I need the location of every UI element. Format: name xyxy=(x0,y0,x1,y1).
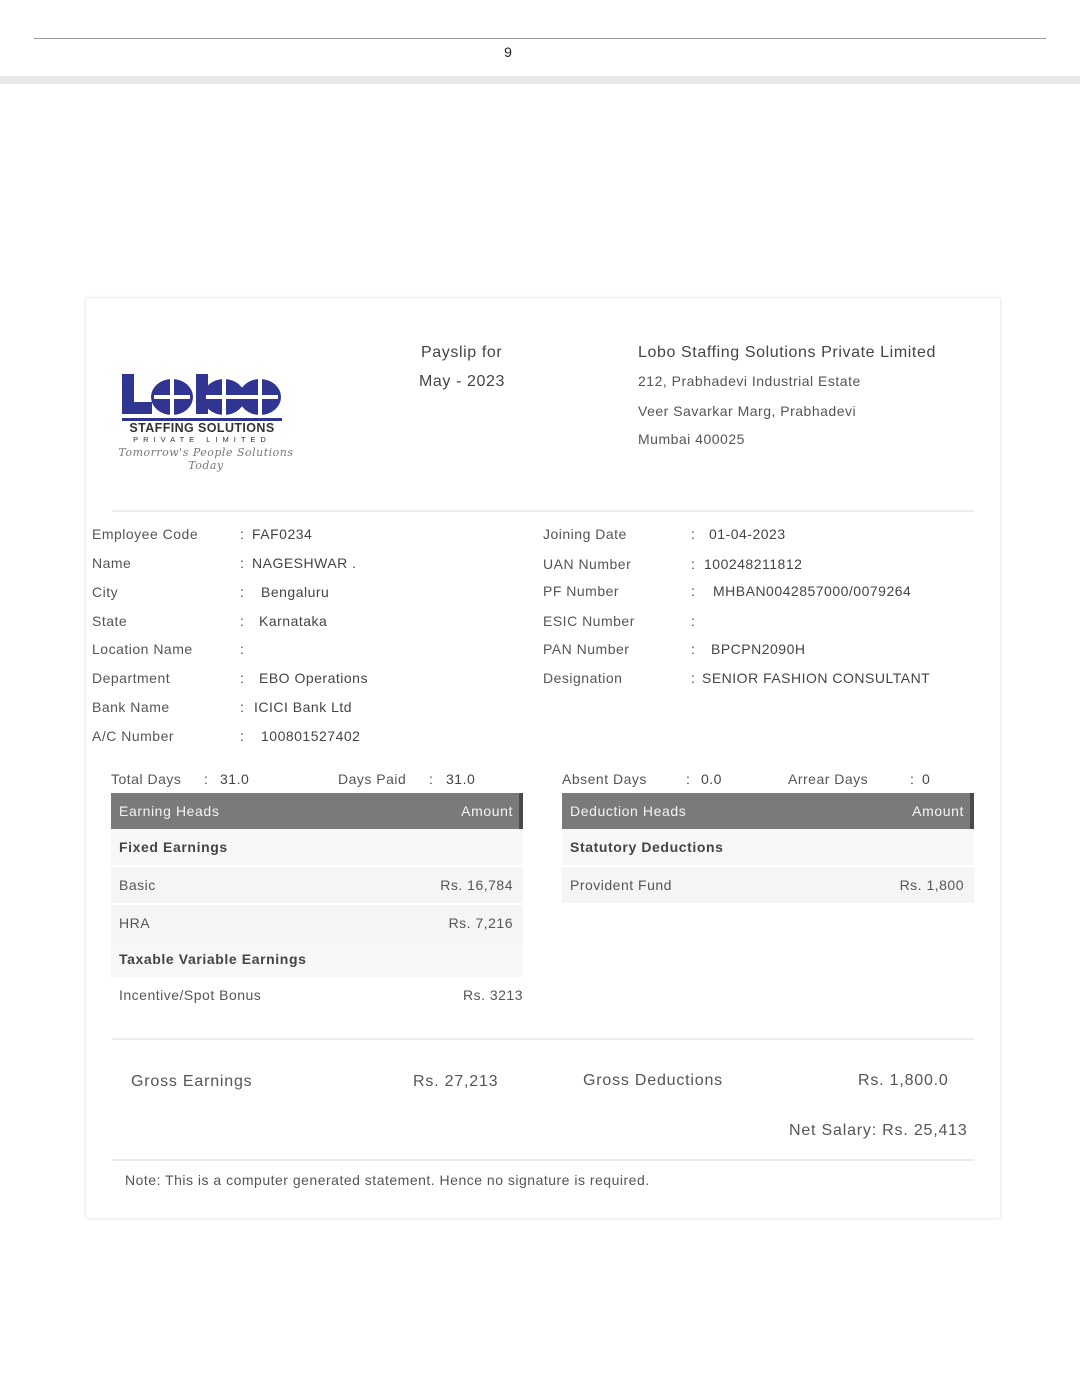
detail-colon: : xyxy=(240,728,245,744)
section-title: Taxable Variable Earnings xyxy=(119,951,307,967)
attendance-value: 0 xyxy=(922,771,931,787)
page-number: 9 xyxy=(504,44,512,60)
attendance-colon: : xyxy=(204,771,209,787)
page-gap xyxy=(0,76,1080,84)
attendance-colon: : xyxy=(686,771,691,787)
earning-label: Incentive/Spot Bonus xyxy=(119,987,262,1003)
attendance-label: Total Days xyxy=(111,771,182,787)
detail-value: ICICI Bank Ltd xyxy=(254,699,353,715)
detail-value: Karnataka xyxy=(259,613,328,629)
detail-label: Department xyxy=(92,670,171,686)
detail-colon: : xyxy=(691,670,696,686)
detail-colon: : xyxy=(240,699,245,715)
detail-label: UAN Number xyxy=(543,556,632,572)
logo-line1: STAFFING SOLUTIONS xyxy=(129,421,275,435)
gross-earnings-value: Rs. 27,213 xyxy=(413,1073,499,1090)
logo-tagline: Tomorrow's People Solutions Today xyxy=(118,446,294,472)
detail-colon: : xyxy=(691,583,696,599)
detail-label: Location Name xyxy=(92,641,193,657)
detail-value: EBO Operations xyxy=(259,670,368,686)
detail-value: NAGESHWAR . xyxy=(252,555,357,571)
totals-divider xyxy=(112,1038,974,1040)
section-title: Statutory Deductions xyxy=(570,839,724,855)
header-edge xyxy=(519,793,523,829)
deduction-label: Provident Fund xyxy=(570,877,672,893)
deductions-row xyxy=(562,867,974,903)
earning-amount: Rs. 7,216 xyxy=(448,915,513,931)
earnings-row xyxy=(111,977,523,1013)
payslip-title: Payslip for xyxy=(421,344,503,361)
deductions-amount-label: Amount xyxy=(912,803,964,819)
company-address-line: Veer Savarkar Marg, Prabhadevi xyxy=(638,403,857,419)
earnings-row xyxy=(111,867,523,903)
earning-amount: Rs. 16,784 xyxy=(440,877,513,893)
detail-label: State xyxy=(92,613,128,629)
page-divider xyxy=(34,38,1046,39)
detail-colon: : xyxy=(691,613,696,629)
detail-label: ESIC Number xyxy=(543,613,635,629)
earnings-section-title xyxy=(111,829,523,865)
detail-colon: : xyxy=(691,556,696,572)
detail-colon: : xyxy=(240,641,245,657)
detail-label: Name xyxy=(92,555,132,571)
gross-deductions-label: Gross Deductions xyxy=(583,1072,723,1089)
detail-label: Bank Name xyxy=(92,699,170,715)
detail-value: FAF0234 xyxy=(252,526,313,542)
detail-colon: : xyxy=(240,584,245,600)
header-edge xyxy=(970,793,974,829)
detail-value: 01-04-2023 xyxy=(709,526,786,542)
attendance-label: Absent Days xyxy=(562,771,647,787)
earning-label: Basic xyxy=(119,877,156,893)
payslip-period: May - 2023 xyxy=(419,373,506,390)
earnings-amount-label: Amount xyxy=(461,803,513,819)
section-title: Fixed Earnings xyxy=(119,839,228,855)
detail-value: 100801527402 xyxy=(261,728,361,744)
deductions-table-header xyxy=(562,793,974,829)
deductions-section-title xyxy=(562,829,974,865)
footer-note: Note: This is a computer generated statement. Hence no signature is required. xyxy=(125,1172,650,1188)
gross-deductions-value: Rs. 1,800.0 xyxy=(858,1072,949,1089)
earnings-section-title xyxy=(111,941,523,977)
earning-label: HRA xyxy=(119,915,151,931)
deduction-amount: Rs. 1,800 xyxy=(899,877,964,893)
detail-label: PF Number xyxy=(543,583,620,599)
attendance-value: 0.0 xyxy=(701,771,722,787)
attendance-value: 31.0 xyxy=(446,771,476,787)
company-address-line: 212, Prabhadevi Industrial Estate xyxy=(638,373,861,389)
detail-value: Bengaluru xyxy=(261,584,330,600)
logo-line2: PRIVATE LIMITED xyxy=(133,435,271,444)
detail-label: A/C Number xyxy=(92,728,175,744)
detail-value: SENIOR FASHION CONSULTANT xyxy=(702,670,931,686)
detail-value: BPCPN2090H xyxy=(711,641,806,657)
earning-heads-label: Earning Heads xyxy=(119,803,220,819)
detail-label: Joining Date xyxy=(543,526,627,542)
detail-label: PAN Number xyxy=(543,641,630,657)
gross-earnings-label: Gross Earnings xyxy=(131,1073,253,1090)
detail-label: City xyxy=(92,584,119,600)
detail-colon: : xyxy=(240,670,245,686)
earnings-table-header xyxy=(111,793,523,829)
net-salary: Net Salary: Rs. 25,413 xyxy=(789,1122,968,1139)
detail-colon: : xyxy=(240,526,245,542)
attendance-value: 31.0 xyxy=(220,771,250,787)
attendance-colon: : xyxy=(429,771,434,787)
company-name: Lobo Staffing Solutions Private Limited xyxy=(638,344,936,361)
detail-colon: : xyxy=(240,555,245,571)
deduction-heads-label: Deduction Heads xyxy=(570,803,687,819)
detail-colon: : xyxy=(691,641,696,657)
earning-amount: Rs. 3213 xyxy=(462,987,523,1003)
attendance-label: Days Paid xyxy=(338,771,407,787)
detail-value: MHBAN0042857000/0079264 xyxy=(713,583,912,599)
header-divider xyxy=(112,510,974,512)
detail-label: Employee Code xyxy=(92,526,199,542)
detail-colon: : xyxy=(240,613,245,629)
detail-value: 100248211812 xyxy=(704,556,803,572)
note-divider xyxy=(112,1159,974,1161)
attendance-label: Arrear Days xyxy=(788,771,869,787)
detail-label: Designation xyxy=(543,670,623,686)
detail-colon: : xyxy=(691,526,696,542)
company-address-line: Mumbai 400025 xyxy=(638,431,745,447)
attendance-colon: : xyxy=(910,771,915,787)
earnings-row xyxy=(111,905,523,941)
